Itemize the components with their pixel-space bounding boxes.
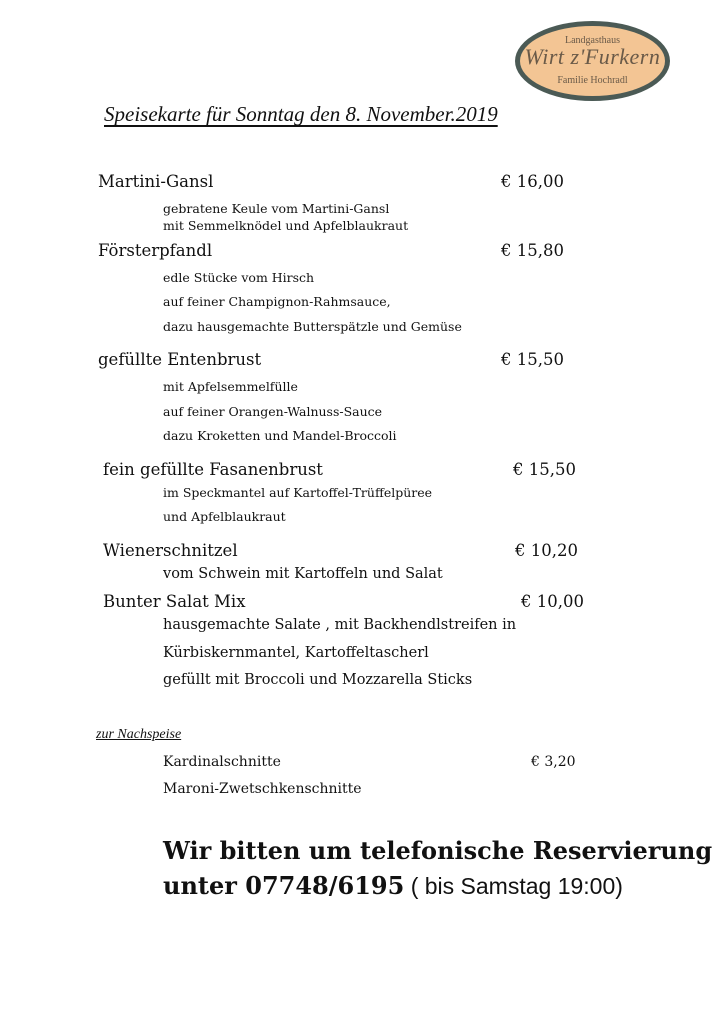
logo <box>515 21 670 101</box>
dish-name: Martini-Gansl <box>98 172 214 191</box>
dish-price: € 15,50 <box>501 350 564 369</box>
dish-description: vom Schwein mit Kartoffeln und Salat <box>163 566 443 582</box>
reservation-phone-number: unter 07748/6195 <box>163 871 405 900</box>
dish-name: gefüllte Entenbrust <box>98 350 262 369</box>
dish-description: dazu hausgemachte Butterspätzle und Gemüse <box>163 319 462 334</box>
dish-name: Försterpfandl <box>98 241 213 260</box>
dessert-price: € 3,20 <box>531 754 576 770</box>
dish-price: € 10,20 <box>515 541 578 560</box>
dish-description: auf feiner Orangen-Walnuss-Sauce <box>163 404 383 419</box>
dish-description: gefüllt mit Broccoli und Mozzarella Sticks <box>163 672 473 688</box>
dessert-item: Maroni-Zwetschkenschnitte <box>163 781 362 797</box>
dish-description: auf feiner Champignon-Rahmsauce, <box>163 294 391 309</box>
dessert-item: Kardinalschnitte <box>163 754 281 770</box>
dish-description: gebratene Keule vom Martini-Gansl <box>163 201 390 216</box>
page-title: Speisekarte für Sonntag den 8. November.2019 <box>104 102 498 126</box>
dish-description: im Speckmantel auf Kartoffel-Trüffelpüree <box>163 485 433 500</box>
dish-description: Kürbiskernmantel, Kartoffeltascherl <box>163 645 429 661</box>
dish-name: Wienerschnitzel <box>103 541 238 560</box>
dish-name: fein gefüllte Fasanenbrust <box>103 460 323 479</box>
reservation-deadline: ( bis Samstag 19:00) <box>404 873 623 899</box>
dessert-heading: zur Nachspeise <box>96 727 182 742</box>
logo-family: Familie Hochradl <box>557 75 628 86</box>
reservation-phone <box>163 871 623 900</box>
dish-description: dazu Kroketten und Mandel-Broccoli <box>163 428 397 443</box>
logo-oval <box>520 26 665 96</box>
logo-name: Wirt z'Furkern <box>524 44 661 69</box>
dish-price: € 15,80 <box>501 241 564 260</box>
dish-price: € 10,00 <box>521 592 584 611</box>
dish-description: edle Stücke vom Hirsch <box>163 270 315 285</box>
logo-subtitle: Landgasthaus <box>565 35 620 46</box>
reservation-note: Wir bitten um telefonische Reservierung <box>163 836 713 865</box>
dish-price: € 15,50 <box>513 460 576 479</box>
dish-price: € 16,00 <box>501 172 564 191</box>
dish-description: mit Semmelknödel und Apfelblaukraut <box>163 218 409 233</box>
dish-description: und Apfelblaukraut <box>163 509 286 524</box>
dish-description: mit Apfelsemmelfülle <box>163 379 298 394</box>
dish-description: hausgemachte Salate , mit Backhendlstreifen in <box>163 617 517 633</box>
dish-name: Bunter Salat Mix <box>103 592 246 611</box>
